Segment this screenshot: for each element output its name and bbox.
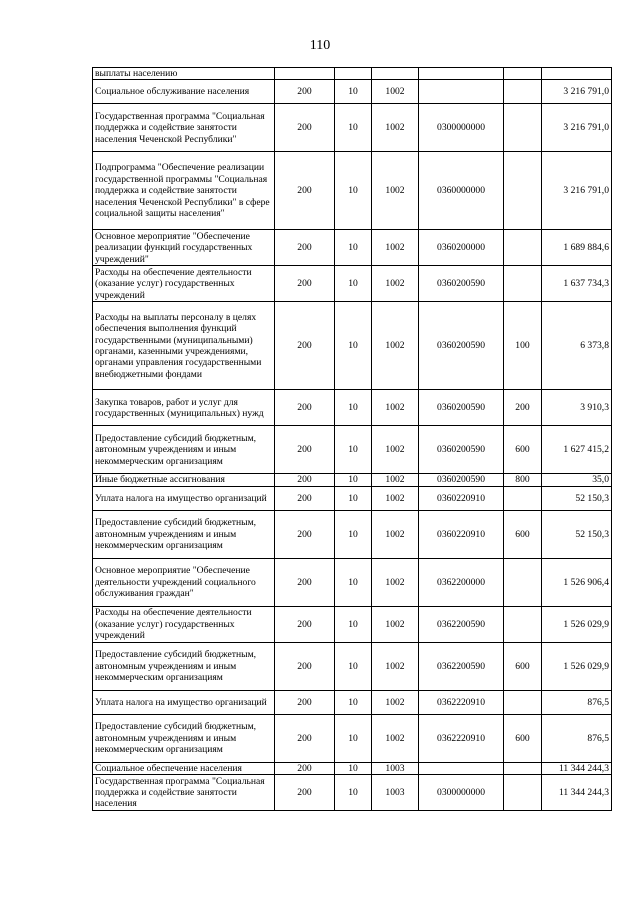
- cell-code-c: 1002: [372, 302, 419, 390]
- table-row: [93, 606, 612, 642]
- cell-code-a: 200: [275, 775, 335, 811]
- table-row: [93, 80, 612, 104]
- cell-code-d: 0360200000: [419, 230, 504, 266]
- table-row: [93, 642, 612, 690]
- cell-code-b: 10: [335, 104, 372, 152]
- cell-code-d: 0360000000: [419, 152, 504, 230]
- cell-code-c: 1002: [372, 80, 419, 104]
- table-row: [93, 426, 612, 474]
- cell-code-b: 10: [335, 230, 372, 266]
- cell-code-a: 200: [275, 152, 335, 230]
- cell-sum: 3 910,3: [542, 390, 612, 426]
- cell-code-e: 600: [504, 426, 542, 474]
- cell-code-a: 200: [275, 104, 335, 152]
- cell-sum: 11 344 244,3: [542, 762, 612, 774]
- cell-code-d: 0360200590: [419, 302, 504, 390]
- cell-code-e: [504, 558, 542, 606]
- table-row: [93, 486, 612, 510]
- cell-code-b: 10: [335, 775, 372, 811]
- cell-code-b: 10: [335, 390, 372, 426]
- table-row: [93, 558, 612, 606]
- cell-sum: 1 689 884,6: [542, 230, 612, 266]
- page-number: 110: [309, 38, 331, 53]
- table-row: [93, 266, 612, 302]
- cell-code-e: [504, 762, 542, 774]
- row-name: Предоставление субсидий бюджетным, автономным учреждениям и иным некоммерческим организациям: [93, 426, 275, 474]
- row-name: Предоставление субсидий бюджетным, автономным учреждениям и иным некоммерческим организациям: [93, 642, 275, 690]
- cell-code-c: 1002: [372, 266, 419, 302]
- row-name: Предоставление субсидий бюджетным, автономным учреждениям и иным некоммерческим организациям: [93, 714, 275, 762]
- cell-sum: 1 526 029,9: [542, 606, 612, 642]
- cell-code-c: 1002: [372, 642, 419, 690]
- cell-code-e: [504, 104, 542, 152]
- cell-code-e: 600: [504, 642, 542, 690]
- cell-code-b: 10: [335, 642, 372, 690]
- cell-code-e: [504, 486, 542, 510]
- table-row: [93, 302, 612, 390]
- table-row: [93, 775, 612, 811]
- cell-code-e: [504, 266, 542, 302]
- budget-table: [92, 67, 612, 811]
- table-row: [93, 68, 612, 80]
- cell-code-d: 0362200590: [419, 606, 504, 642]
- cell-code-c: 1002: [372, 104, 419, 152]
- cell-code-c: 1002: [372, 510, 419, 558]
- cell-code-a: 200: [275, 230, 335, 266]
- row-name: Основное мероприятие "Обеспечение деятельности учреждений социального обслуживания граждан": [93, 558, 275, 606]
- cell-code-d: 0360220910: [419, 486, 504, 510]
- cell-code-a: 200: [275, 762, 335, 774]
- cell-code-d: 0300000000: [419, 775, 504, 811]
- cell-code-b: 10: [335, 558, 372, 606]
- cell-code-e: [504, 152, 542, 230]
- cell-code-c: 1002: [372, 426, 419, 474]
- cell-code-d: 0300000000: [419, 104, 504, 152]
- cell-code-c: 1003: [372, 775, 419, 811]
- cell-code-d: 0360200590: [419, 390, 504, 426]
- cell-code-d: [419, 80, 504, 104]
- cell-code-c: 1002: [372, 230, 419, 266]
- cell-code-a: 200: [275, 390, 335, 426]
- cell-code-d: 0360220910: [419, 510, 504, 558]
- cell-code-d: 0362220910: [419, 714, 504, 762]
- cell-code-a: 200: [275, 714, 335, 762]
- row-name: Основное мероприятие "Обеспечение реализации функций государственных учреждений": [93, 230, 275, 266]
- row-name: Уплата налога на имущество организаций: [93, 486, 275, 510]
- cell-sum: 11 344 244,3: [542, 775, 612, 811]
- cell-code-c: 1003: [372, 762, 419, 774]
- table-row: [93, 390, 612, 426]
- cell-code-b: 10: [335, 714, 372, 762]
- cell-code-a: 200: [275, 690, 335, 714]
- row-name: Уплата налога на имущество организаций: [93, 690, 275, 714]
- cell-code-a: 200: [275, 558, 335, 606]
- cell-code-c: 1002: [372, 486, 419, 510]
- table-row: [93, 690, 612, 714]
- cell-code-d: 0362200590: [419, 642, 504, 690]
- cell-code-a: 200: [275, 302, 335, 390]
- table-row: [93, 230, 612, 266]
- cell-code-a: 200: [275, 510, 335, 558]
- cell-sum: 876,5: [542, 714, 612, 762]
- cell-code-a: 200: [275, 486, 335, 510]
- table-row: [93, 762, 612, 774]
- cell-code-d: 0362220910: [419, 690, 504, 714]
- cell-code-b: 10: [335, 426, 372, 474]
- row-name: Иные бюджетные ассигнования: [93, 474, 275, 486]
- cell-sum: 52 150,3: [542, 486, 612, 510]
- cell-code-c: 1002: [372, 152, 419, 230]
- cell-code-c: 1002: [372, 474, 419, 486]
- cell-sum: 52 150,3: [542, 510, 612, 558]
- row-name: Предоставление субсидий бюджетным, автономным учреждениям и иным некоммерческим организациям: [93, 510, 275, 558]
- cell-code-a: [275, 68, 335, 80]
- cell-code-a: 200: [275, 606, 335, 642]
- cell-code-e: 800: [504, 474, 542, 486]
- cell-code-d: 0360200590: [419, 474, 504, 486]
- cell-code-a: 200: [275, 426, 335, 474]
- table-row: [93, 714, 612, 762]
- cell-sum: 6 373,8: [542, 302, 612, 390]
- cell-sum: 3 216 791,0: [542, 104, 612, 152]
- cell-code-e: [504, 68, 542, 80]
- cell-code-d: 0362200000: [419, 558, 504, 606]
- cell-code-d: 0360200590: [419, 266, 504, 302]
- table-row: [93, 104, 612, 152]
- cell-code-e: [504, 230, 542, 266]
- cell-sum: [542, 68, 612, 80]
- cell-sum: 1 526 029,9: [542, 642, 612, 690]
- cell-code-b: 10: [335, 302, 372, 390]
- cell-code-b: 10: [335, 690, 372, 714]
- cell-code-d: 0360200590: [419, 426, 504, 474]
- row-name: Социальное обеспечение населения: [93, 762, 275, 774]
- cell-code-e: 200: [504, 390, 542, 426]
- cell-code-b: 10: [335, 510, 372, 558]
- cell-code-b: 10: [335, 152, 372, 230]
- cell-sum: 876,5: [542, 690, 612, 714]
- row-name: Государственная программа "Социальная поддержка и содействие занятости населения: [93, 775, 275, 811]
- row-name: Расходы на выплаты персоналу в целях обеспечения выполнения функций государственными (муниципальными) органами, казенными учреждениями, органами управления государственными внебюджетными фондами: [93, 302, 275, 390]
- cell-sum: 1 526 906,4: [542, 558, 612, 606]
- cell-code-e: 600: [504, 714, 542, 762]
- cell-code-e: 100: [504, 302, 542, 390]
- table-row: [93, 474, 612, 486]
- cell-code-a: 200: [275, 642, 335, 690]
- cell-code-b: 10: [335, 266, 372, 302]
- cell-code-b: 10: [335, 486, 372, 510]
- cell-code-e: [504, 690, 542, 714]
- row-name: Подпрограмма "Обеспечение реализации государственной программы "Социальная поддержка и содействие занятости населения Чеченской Республики" в сфере социальной защиты населения": [93, 152, 275, 230]
- cell-code-e: [504, 775, 542, 811]
- cell-sum: 3 216 791,0: [542, 80, 612, 104]
- cell-sum: 35,0: [542, 474, 612, 486]
- cell-code-c: 1002: [372, 690, 419, 714]
- cell-code-c: 1002: [372, 714, 419, 762]
- table-row: [93, 152, 612, 230]
- cell-code-b: 10: [335, 762, 372, 774]
- cell-code-a: 200: [275, 474, 335, 486]
- cell-code-b: 10: [335, 474, 372, 486]
- cell-code-b: 10: [335, 606, 372, 642]
- cell-code-c: 1002: [372, 390, 419, 426]
- cell-code-c: 1002: [372, 606, 419, 642]
- budget-table-body: [93, 68, 612, 811]
- row-name: Государственная программа "Социальная поддержка и содействие занятости населения Чеченской Республики": [93, 104, 275, 152]
- cell-code-d: [419, 762, 504, 774]
- cell-code-e: [504, 606, 542, 642]
- cell-code-a: 200: [275, 80, 335, 104]
- row-name: Расходы на обеспечение деятельности (оказание услуг) государственных учреждений: [93, 606, 275, 642]
- cell-sum: 1 637 734,3: [542, 266, 612, 302]
- cell-sum: 3 216 791,0: [542, 152, 612, 230]
- cell-code-e: 600: [504, 510, 542, 558]
- cell-code-b: 10: [335, 80, 372, 104]
- cell-code-a: 200: [275, 266, 335, 302]
- cell-code-e: [504, 80, 542, 104]
- cell-code-c: [372, 68, 419, 80]
- row-name: Расходы на обеспечение деятельности (оказание услуг) государственных учреждений: [93, 266, 275, 302]
- cell-code-d: [419, 68, 504, 80]
- cell-code-b: [335, 68, 372, 80]
- row-name: Социальное обслуживание населения: [93, 80, 275, 104]
- cell-code-c: 1002: [372, 558, 419, 606]
- cell-sum: 1 627 415,2: [542, 426, 612, 474]
- row-name: Закупка товаров, работ и услуг для государственных (муниципальных) нужд: [93, 390, 275, 426]
- row-name: выплаты населению: [93, 68, 275, 80]
- table-row: [93, 510, 612, 558]
